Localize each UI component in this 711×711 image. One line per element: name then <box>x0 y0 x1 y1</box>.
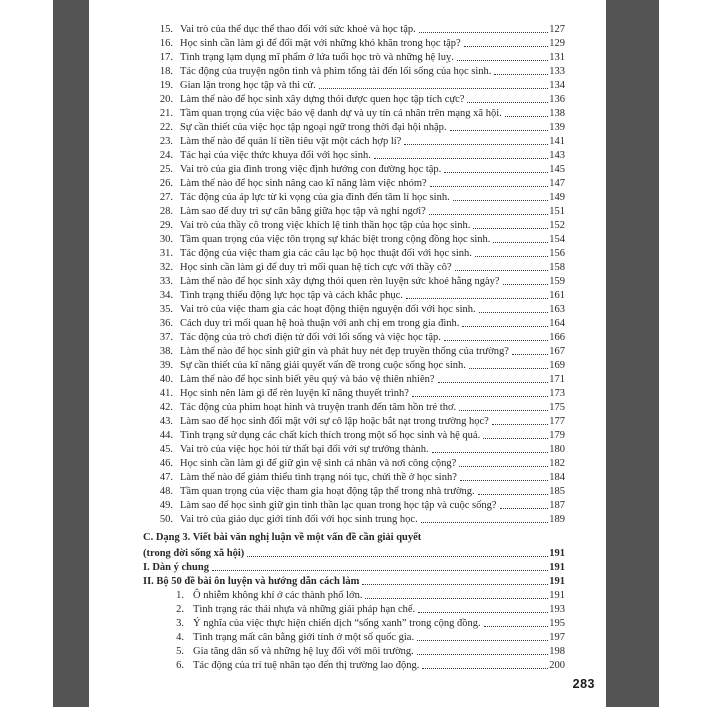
entry-title: Học sinh cần làm gì để đối mặt với những khó khăn trong học tập? <box>180 38 461 49</box>
entry-page: 159 <box>549 276 565 287</box>
entry-page: 147 <box>549 178 565 189</box>
toc-entry <box>143 35 565 49</box>
toc-entry <box>143 615 565 629</box>
subsection-label: I. Dàn ý chung <box>143 562 209 573</box>
dot-leader <box>319 88 549 89</box>
entry-title: Làm thế nào để học sinh nâng cao kĩ năng làm việc nhóm? <box>180 178 427 189</box>
toc-entry <box>143 287 565 301</box>
dot-leader <box>505 116 548 117</box>
dot-leader <box>432 452 549 453</box>
toc-list-part-b <box>143 21 565 525</box>
entry-title: Học sinh nên làm gì để rèn luyện kĩ năng thuyết trình? <box>180 388 409 399</box>
entry-page: 185 <box>549 486 565 497</box>
entry-title: Làm thế nào để quản lí tiền tiêu vặt một cách hợp lí? <box>180 136 402 147</box>
toc-entry <box>143 469 565 483</box>
entry-number: 27. <box>159 192 173 203</box>
entry-title: Tình trạng lạm dụng mĩ phẩm ở lứa tuổi học trò và những hệ luỵ. <box>180 52 454 63</box>
entry-page: 141 <box>549 136 565 147</box>
toc-entry <box>143 343 565 357</box>
entry-title: Tình trạng thiếu động lực học tập và cách khắc phục. <box>180 290 403 301</box>
toc-entry <box>143 357 565 371</box>
entry-number: 29. <box>159 220 173 231</box>
dot-leader <box>374 158 548 159</box>
dot-leader <box>455 270 549 271</box>
entry-page: 158 <box>549 262 565 273</box>
entry-number: 33. <box>159 276 173 287</box>
entry-title: Vai trò của thể dục thể thao đối với sức khoẻ và học tập. <box>180 24 416 35</box>
entry-page: 171 <box>549 374 565 385</box>
entry-number: 47. <box>159 472 173 483</box>
dot-leader <box>444 172 548 173</box>
dot-leader <box>484 626 549 627</box>
entry-page: 133 <box>549 66 565 77</box>
toc-entry <box>143 161 565 175</box>
dot-leader <box>421 522 549 523</box>
toc-entry <box>143 315 565 329</box>
dot-leader <box>450 130 549 131</box>
entry-title: Tình trạng rác thải nhựa và những giải pháp hạn chế. <box>193 604 416 615</box>
entry-title: Vai trò của việc tham gia các hoạt động thiện nguyện đối với học sinh. <box>180 304 476 315</box>
section-c-page-ref: 191 <box>549 548 565 559</box>
entry-number: 41. <box>159 388 173 399</box>
entry-title: Tầm quan trọng của việc tôn trọng sự khác biệt trong cộng đồng học sinh. <box>180 234 491 245</box>
entry-number: 38. <box>159 346 173 357</box>
entry-title: Sự cần thiết của việc học tập ngoại ngữ trong thời đại hội nhập. <box>180 122 447 133</box>
entry-title: Gian lận trong học tập và thi cử. <box>180 80 316 91</box>
entry-number: 42. <box>159 402 173 413</box>
entry-number: 5. <box>176 646 184 657</box>
dot-leader <box>418 612 548 613</box>
toc-entry <box>143 413 565 427</box>
entry-number: 49. <box>159 500 173 511</box>
entry-page: 164 <box>549 318 565 329</box>
page-number: 283 <box>572 677 595 691</box>
dot-leader <box>362 584 548 585</box>
entry-page: 143 <box>549 150 565 161</box>
toc-entry <box>143 629 565 643</box>
toc-entry <box>143 511 565 525</box>
entry-page: 163 <box>549 304 565 315</box>
dot-leader <box>365 598 548 599</box>
dot-leader <box>453 200 549 201</box>
toc-entry <box>143 329 565 343</box>
dot-leader <box>500 508 549 509</box>
entry-number: 37. <box>159 332 173 343</box>
dot-leader <box>475 256 548 257</box>
toc-entry <box>143 273 565 287</box>
entry-number: 22. <box>159 122 173 133</box>
entry-page: 149 <box>549 192 565 203</box>
entry-title: Làm thế nào để học sinh giữ gìn và phát huy nét đẹp truyền thống của trường? <box>180 346 509 357</box>
entry-page: 189 <box>549 514 565 525</box>
toc-entry <box>143 643 565 657</box>
toc-entry <box>143 497 565 511</box>
toc-entry <box>143 259 565 273</box>
toc-entry <box>143 77 565 91</box>
entry-title: Vai trò của giáo dục giới tính đối với học sinh trung học. <box>180 514 418 525</box>
toc-entry <box>143 217 565 231</box>
scan-edge-left <box>53 0 89 707</box>
entry-title: Làm thế nào để học sinh xây dựng thói được quen học tập tích cực? <box>180 94 465 105</box>
toc-entry <box>143 245 565 259</box>
entry-page: 166 <box>549 332 565 343</box>
entry-number: 1. <box>176 590 184 601</box>
toc-entry <box>143 63 565 77</box>
entry-number: 25. <box>159 164 173 175</box>
dot-leader <box>460 480 548 481</box>
toc-entry <box>143 441 565 455</box>
toc-list-section-c <box>143 587 565 671</box>
entry-page: 187 <box>549 500 565 511</box>
entry-number: 16. <box>159 38 173 49</box>
entry-number: 18. <box>159 66 173 77</box>
entry-page: 129 <box>549 38 565 49</box>
entry-title: Làm sao để duy trì sự cân bằng giữa học tập và nghỉ ngơi? <box>180 206 426 217</box>
dot-leader <box>459 466 548 467</box>
entry-number: 21. <box>159 108 173 119</box>
entry-number: 26. <box>159 178 173 189</box>
toc-entry <box>143 91 565 105</box>
dot-leader <box>483 438 548 439</box>
toc-entry <box>143 147 565 161</box>
dot-leader <box>492 424 548 425</box>
entry-page: 180 <box>549 444 565 455</box>
dot-leader <box>419 32 548 33</box>
entry-number: 6. <box>176 660 184 671</box>
entry-number: 23. <box>159 136 173 147</box>
entry-page: 138 <box>549 108 565 119</box>
dot-leader <box>438 382 549 383</box>
entry-title: Tác động của phim hoạt hình và truyện tranh đến tâm hồn trẻ thơ. <box>180 402 457 413</box>
dot-leader <box>478 494 549 495</box>
dot-leader <box>417 654 548 655</box>
dot-leader <box>457 60 548 61</box>
dot-leader <box>247 556 548 557</box>
entry-page: 169 <box>549 360 565 371</box>
toc-entry <box>143 203 565 217</box>
entry-number: 28. <box>159 206 173 217</box>
entry-title: Học sinh cần làm gì để duy trì mối quan hệ tích cực với thầy cô? <box>180 262 452 273</box>
toc-subsections <box>143 559 565 587</box>
entry-title: Tầm quan trọng của việc bảo vệ danh dự và uy tín cá nhân trên mạng xã hội. <box>180 108 502 119</box>
entry-title: Làm sao để học sinh đối mặt với sự cô lập hoặc bắt nạt trong trường học? <box>180 416 489 427</box>
entry-title: Vai trò của gia đình trong việc định hướng con đường học tập. <box>180 164 442 175</box>
toc-subsection <box>143 573 565 587</box>
entry-number: 2. <box>176 604 184 615</box>
entry-page: 193 <box>549 604 565 615</box>
entry-number: 39. <box>159 360 173 371</box>
entry-number: 43. <box>159 416 173 427</box>
dot-leader <box>479 312 549 313</box>
entry-title: Vai trò của thầy cô trong việc khích lệ tinh thần học tập của học sinh. <box>180 220 471 231</box>
entry-number: 32. <box>159 262 173 273</box>
entry-title: Tác hại của việc thức khuya đối với học sinh. <box>180 150 371 161</box>
entry-title: Sự cần thiết của kĩ năng giải quyết vấn đề trong cuộc sống học sinh. <box>180 360 466 371</box>
section-c-heading-line2: (trong đời sống xã hội) <box>143 548 245 559</box>
entry-number: 4. <box>176 632 184 643</box>
entry-page: 200 <box>549 660 565 671</box>
entry-page: 197 <box>549 632 565 643</box>
entry-title: Làm thế nào để giảm thiểu tình trạng nói tục, chửi thề ở học sinh? <box>180 472 457 483</box>
entry-page: 152 <box>549 220 565 231</box>
table-of-contents <box>143 21 565 671</box>
entry-page: 184 <box>549 472 565 483</box>
entry-number: 34. <box>159 290 173 301</box>
entry-page: 173 <box>549 388 565 399</box>
entry-title: Tác động của trí tuệ nhân tạo đến thị trường lao động. <box>193 660 420 671</box>
dot-leader <box>462 326 548 327</box>
toc-entry <box>143 119 565 133</box>
dot-leader <box>404 144 548 145</box>
subsection-page: 191 <box>549 576 565 587</box>
entry-number: 19. <box>159 80 173 91</box>
toc-entry <box>143 657 565 671</box>
toc-subsection <box>143 559 565 573</box>
entry-number: 36. <box>159 318 173 329</box>
entry-page: 156 <box>549 248 565 259</box>
dot-leader <box>406 298 548 299</box>
entry-title: Tác động của truyện ngôn tình và phim tổng tài đến lối sống của học sinh. <box>180 66 492 77</box>
dot-leader <box>469 368 548 369</box>
entry-number: 17. <box>159 52 173 63</box>
toc-entry <box>143 427 565 441</box>
entry-page: 139 <box>549 122 565 133</box>
toc-entry <box>143 301 565 315</box>
dot-leader <box>503 284 549 285</box>
toc-entry <box>143 189 565 203</box>
entry-page: 134 <box>549 80 565 91</box>
toc-entry <box>143 175 565 189</box>
entry-page: 179 <box>549 430 565 441</box>
entry-number: 48. <box>159 486 173 497</box>
entry-title: Tình trạng mất cân bằng giới tính ở một số quốc gia. <box>193 632 415 643</box>
entry-page: 154 <box>549 234 565 245</box>
entry-page: 131 <box>549 52 565 63</box>
entry-number: 40. <box>159 374 173 385</box>
entry-number: 15. <box>159 24 173 35</box>
entry-page: 145 <box>549 164 565 175</box>
dot-leader <box>444 340 548 341</box>
toc-entry <box>143 133 565 147</box>
entry-page: 191 <box>549 590 565 601</box>
dot-leader <box>493 242 548 243</box>
dot-leader <box>473 228 548 229</box>
entry-title: Ý nghĩa của việc thực hiện chiến dịch “sống xanh” trong cộng đồng. <box>193 618 481 629</box>
entry-title: Làm sao để học sinh giữ gìn tinh thần lạc quan trong học tập và cuộc sống? <box>180 500 497 511</box>
entry-title: Tác động của việc tham gia các câu lạc bộ học thuật đối với học sinh. <box>180 248 472 259</box>
entry-title: Cách duy trì mối quan hệ hoà thuận với anh chị em trong gia đình. <box>180 318 460 329</box>
toc-entry <box>143 385 565 399</box>
entry-title: Vai trò của việc học hỏi từ thất bại đối với sự trưởng thành. <box>180 444 429 455</box>
entry-page: 198 <box>549 646 565 657</box>
dot-leader <box>464 46 549 47</box>
toc-entry <box>143 483 565 497</box>
subsection-label: II. Bộ 50 đề bài ôn luyện và hướng dẫn cách làm <box>143 576 360 587</box>
entry-number: 50. <box>159 514 173 525</box>
toc-entry <box>143 455 565 469</box>
entry-title: Tác động của trò chơi điện tử đối với lối sống và việc học tập. <box>180 332 441 343</box>
toc-entry <box>143 601 565 615</box>
dot-leader <box>430 186 549 187</box>
subsection-page: 191 <box>549 562 565 573</box>
entry-number: 45. <box>159 444 173 455</box>
dot-leader <box>212 570 548 571</box>
entry-title: Gia tăng dân số và những hệ luỵ đối với môi trường. <box>193 646 414 657</box>
toc-entry <box>143 105 565 119</box>
toc-entry <box>143 49 565 63</box>
section-c-heading-continuation <box>143 545 565 559</box>
entry-title: Ô nhiễm không khí ở các thành phố lớn. <box>193 590 363 601</box>
toc-entry <box>143 231 565 245</box>
entry-page: 175 <box>549 402 565 413</box>
entry-number: 3. <box>176 618 184 629</box>
entry-page: 161 <box>549 290 565 301</box>
entry-page: 195 <box>549 618 565 629</box>
entry-page: 127 <box>549 24 565 35</box>
entry-number: 44. <box>159 430 173 441</box>
entry-page: 177 <box>549 416 565 427</box>
entry-number: 31. <box>159 248 173 259</box>
entry-number: 20. <box>159 94 173 105</box>
entry-title: Tác động của áp lực từ kì vọng của gia đình đến tâm lí học sinh. <box>180 192 450 203</box>
entry-page: 167 <box>549 346 565 357</box>
dot-leader <box>512 354 548 355</box>
toc-entry <box>143 371 565 385</box>
entry-page: 182 <box>549 458 565 469</box>
scan-edge-right <box>606 0 659 707</box>
dot-leader <box>494 74 548 75</box>
dot-leader <box>429 214 548 215</box>
entry-title: Học sinh cần làm gì để giữ gìn vệ sinh cá nhân và nơi công cộng? <box>180 458 457 469</box>
dot-leader <box>417 640 548 641</box>
entry-number: 35. <box>159 304 173 315</box>
entry-number: 46. <box>159 458 173 469</box>
section-c-heading: C. Dạng 3. Viết bài văn nghị luận về một vấn đề cần giải quyết <box>143 532 422 543</box>
entry-number: 30. <box>159 234 173 245</box>
dot-leader <box>422 668 548 669</box>
entry-number: 24. <box>159 150 173 161</box>
dot-leader <box>412 396 548 397</box>
entry-title: Làm thế nào để học sinh biết yêu quý và bảo vệ thiên nhiên? <box>180 374 435 385</box>
entry-page: 136 <box>549 94 565 105</box>
dot-leader <box>467 102 548 103</box>
dot-leader <box>459 410 548 411</box>
toc-entry <box>143 21 565 35</box>
toc-entry <box>143 587 565 601</box>
toc-entry <box>143 399 565 413</box>
entry-title: Tầm quan trọng của việc tham gia hoạt động tập thể trong nhà trường. <box>180 486 475 497</box>
entry-page: 151 <box>549 206 565 217</box>
entry-title: Làm thế nào để học sinh xây dựng thói quen rèn luyện sức khoẻ hằng ngày? <box>180 276 500 287</box>
entry-title: Tình trạng sử dụng các chất kích thích trong một số học sinh và hệ quả. <box>180 430 481 441</box>
